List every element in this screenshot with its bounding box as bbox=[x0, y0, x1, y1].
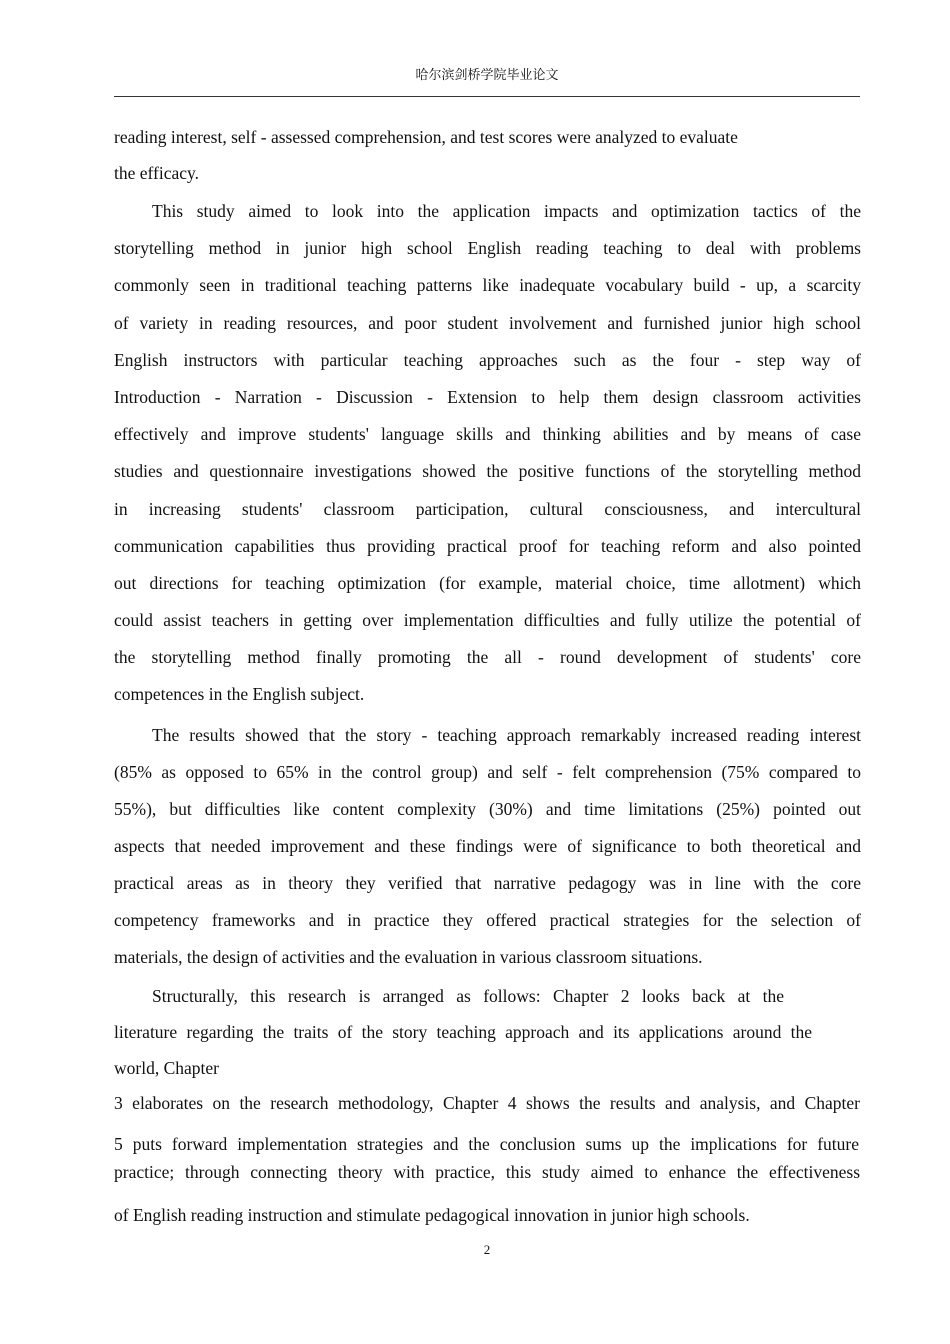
body-text-line: in increasing students' classroom participation, cultural consciousness, and intercultural bbox=[114, 499, 861, 519]
page-header: 哈尔滨剑桥学院毕业论文 bbox=[415, 68, 559, 83]
body-text-line: studies and questionnaire investigations showed the positive functions of the storytelling method bbox=[114, 461, 861, 481]
body-text-line: reading interest, self - assessed comprehension, and test scores were analyzed to evaluate bbox=[114, 127, 738, 147]
page-number: 2 bbox=[483, 1242, 491, 1257]
body-text-line: The results showed that the story - teaching approach remarkably increased reading interest bbox=[152, 725, 861, 745]
body-text-line: materials, the design of activities and the evaluation in various classroom situations. bbox=[114, 947, 703, 967]
body-text-line: the storytelling method finally promoting the all - round development of students' core bbox=[114, 647, 861, 667]
body-text-line: practical areas as in theory they verified that narrative pedagogy was in line with the core bbox=[114, 873, 861, 893]
body-text-line: (85% as opposed to 65% in the control group) and self - felt comprehension (75% compared to bbox=[114, 762, 861, 782]
body-text-line: effectively and improve students' language skills and thinking abilities and by means of case bbox=[114, 424, 861, 444]
body-text-line: of variety in reading resources, and poor student involvement and furnished junior high school bbox=[114, 313, 861, 333]
body-text-line: Introduction - Narration - Discussion - Extension to help them design classroom activities bbox=[114, 387, 861, 407]
body-text-line: out directions for teaching optimization (for example, material choice, time allotment) which bbox=[114, 573, 861, 593]
header-divider bbox=[114, 96, 860, 97]
body-text-line: commonly seen in traditional teaching patterns like inadequate vocabulary build - up, a scarcity bbox=[114, 275, 861, 295]
body-text-line: This study aimed to look into the application impacts and optimization tactics of the bbox=[152, 201, 861, 221]
body-text-line: 55%), but difficulties like content complexity (30%) and time limitations (25%) pointed out bbox=[114, 799, 861, 819]
body-text-line: Structurally, this research is arranged as follows: Chapter 2 looks back at the bbox=[152, 986, 784, 1006]
body-text-line: competency frameworks and in practice they offered practical strategies for the selection of bbox=[114, 910, 861, 930]
body-text-line: aspects that needed improvement and these findings were of significance to both theoretical and bbox=[114, 836, 861, 856]
body-text-line: literature regarding the traits of the story teaching approach and its applications around the bbox=[114, 1022, 812, 1042]
body-text-line: competences in the English subject. bbox=[114, 684, 365, 704]
body-text-line: communication capabilities thus providing practical proof for teaching reform and also pointed bbox=[114, 536, 861, 556]
body-text-line: practice; through connecting theory with practice, this study aimed to enhance the effectiveness bbox=[114, 1162, 860, 1182]
body-text-line: 5 puts forward implementation strategies and the conclusion sums up the implications for future bbox=[114, 1134, 859, 1154]
body-text-line: world, Chapter bbox=[114, 1058, 219, 1078]
body-text-line: the efficacy. bbox=[114, 163, 200, 183]
body-text-line: could assist teachers in getting over implementation difficulties and fully utilize the potential of bbox=[114, 610, 861, 630]
body-text-line: of English reading instruction and stimulate pedagogical innovation in junior high schools. bbox=[114, 1205, 750, 1225]
body-text-line: English instructors with particular teaching approaches such as the four - step way of bbox=[114, 350, 861, 370]
body-text-line: storytelling method in junior high school English reading teaching to deal with problems bbox=[114, 238, 861, 258]
body-text-line: 3 elaborates on the research methodology, Chapter 4 shows the results and analysis, and Chapter bbox=[114, 1093, 860, 1113]
